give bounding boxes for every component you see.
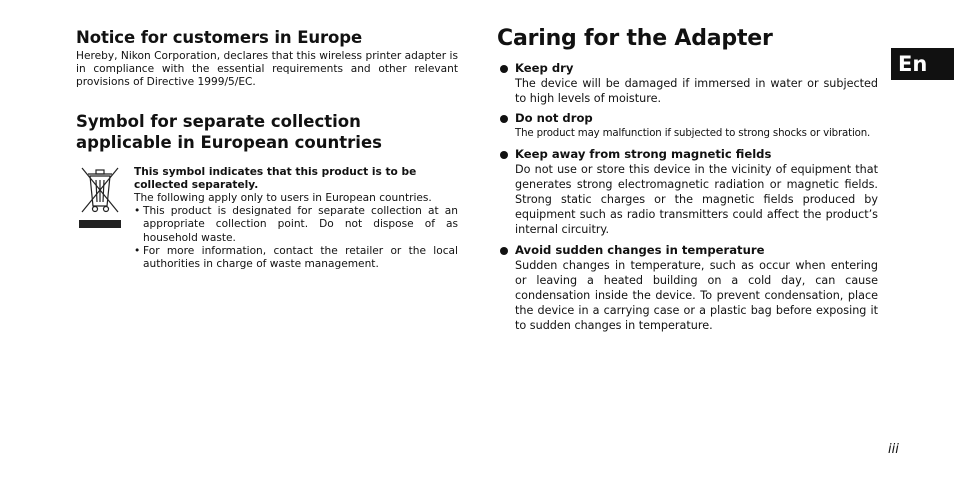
care-item-body: Sudden changes in temperature, such as occur when entering or leaving a heated building on a cold day, can cause condensation inside the device. To prevent condensation, place the device in a carrying case or a plastic bag before exposing it to sudden changes in temperature.	[515, 258, 878, 333]
weee-text	[134, 166, 458, 272]
care-item-title: Do not drop	[515, 111, 593, 126]
care-item-title: Keep away from strong magnetic fields	[515, 146, 772, 161]
symbol-heading: Symbol for separate collection applicable in European countries	[76, 111, 382, 152]
bullet-dot-icon	[500, 247, 508, 255]
care-item-temperature	[497, 243, 878, 334]
notice-heading: Notice for customers in Europe	[76, 28, 363, 47]
bullet-glyph: •	[134, 205, 141, 218]
right-column	[497, 26, 878, 339]
weee-intro: The following apply only to users in European countries.	[134, 192, 432, 205]
bullet-dot-icon	[500, 65, 508, 73]
left-column	[76, 28, 458, 271]
list-item-text: This product is designated for separate collection at an appropriate collection point. Do not dispose of as household waste.	[143, 205, 458, 244]
care-item-body: The device will be damaged if immersed in water or subjected to high levels of moisture.	[515, 77, 878, 106]
bullet-dot-icon	[500, 115, 508, 123]
list-item	[134, 205, 458, 245]
list-item-text: For more information, contact the retailer or the local authorities in charge of waste management.	[143, 244, 458, 271]
care-item-body: Do not use or store this device in the vicinity of equipment that generates strong electromagnetic radiation or magnetic fields. Strong static charges or the magnetic fields produced by equipment such as radio transmitters could affect the product’s internal circuitry.	[515, 162, 878, 237]
list-item	[134, 245, 458, 271]
weee-bold-text: This symbol indicates that this product is to be collected separately.	[134, 165, 417, 191]
care-item-keep-dry	[497, 61, 878, 106]
care-item-magnetic-fields	[497, 147, 878, 238]
care-item-do-not-drop	[497, 111, 878, 141]
bullet-dot-icon	[500, 151, 508, 159]
caring-heading: Caring for the Adapter	[497, 26, 773, 51]
bullet-glyph: •	[134, 244, 141, 257]
care-item-body: The product may malfunction if subjected to strong shocks or vibration.	[515, 128, 871, 140]
notice-text: Hereby, Nikon Corporation, declares that this wireless printer adapter is in compliance with the essential requirements and other relevant provisions of Directive 1999/5/EC.	[76, 50, 458, 89]
care-item-title: Avoid sudden changes in temperature	[515, 242, 765, 257]
care-item-title: Keep dry	[515, 61, 574, 75]
language-tab: En	[891, 48, 954, 80]
page-number: iii	[888, 442, 899, 457]
crossed-out-wheelie-bin-icon	[76, 162, 126, 272]
weee-block	[76, 166, 458, 272]
